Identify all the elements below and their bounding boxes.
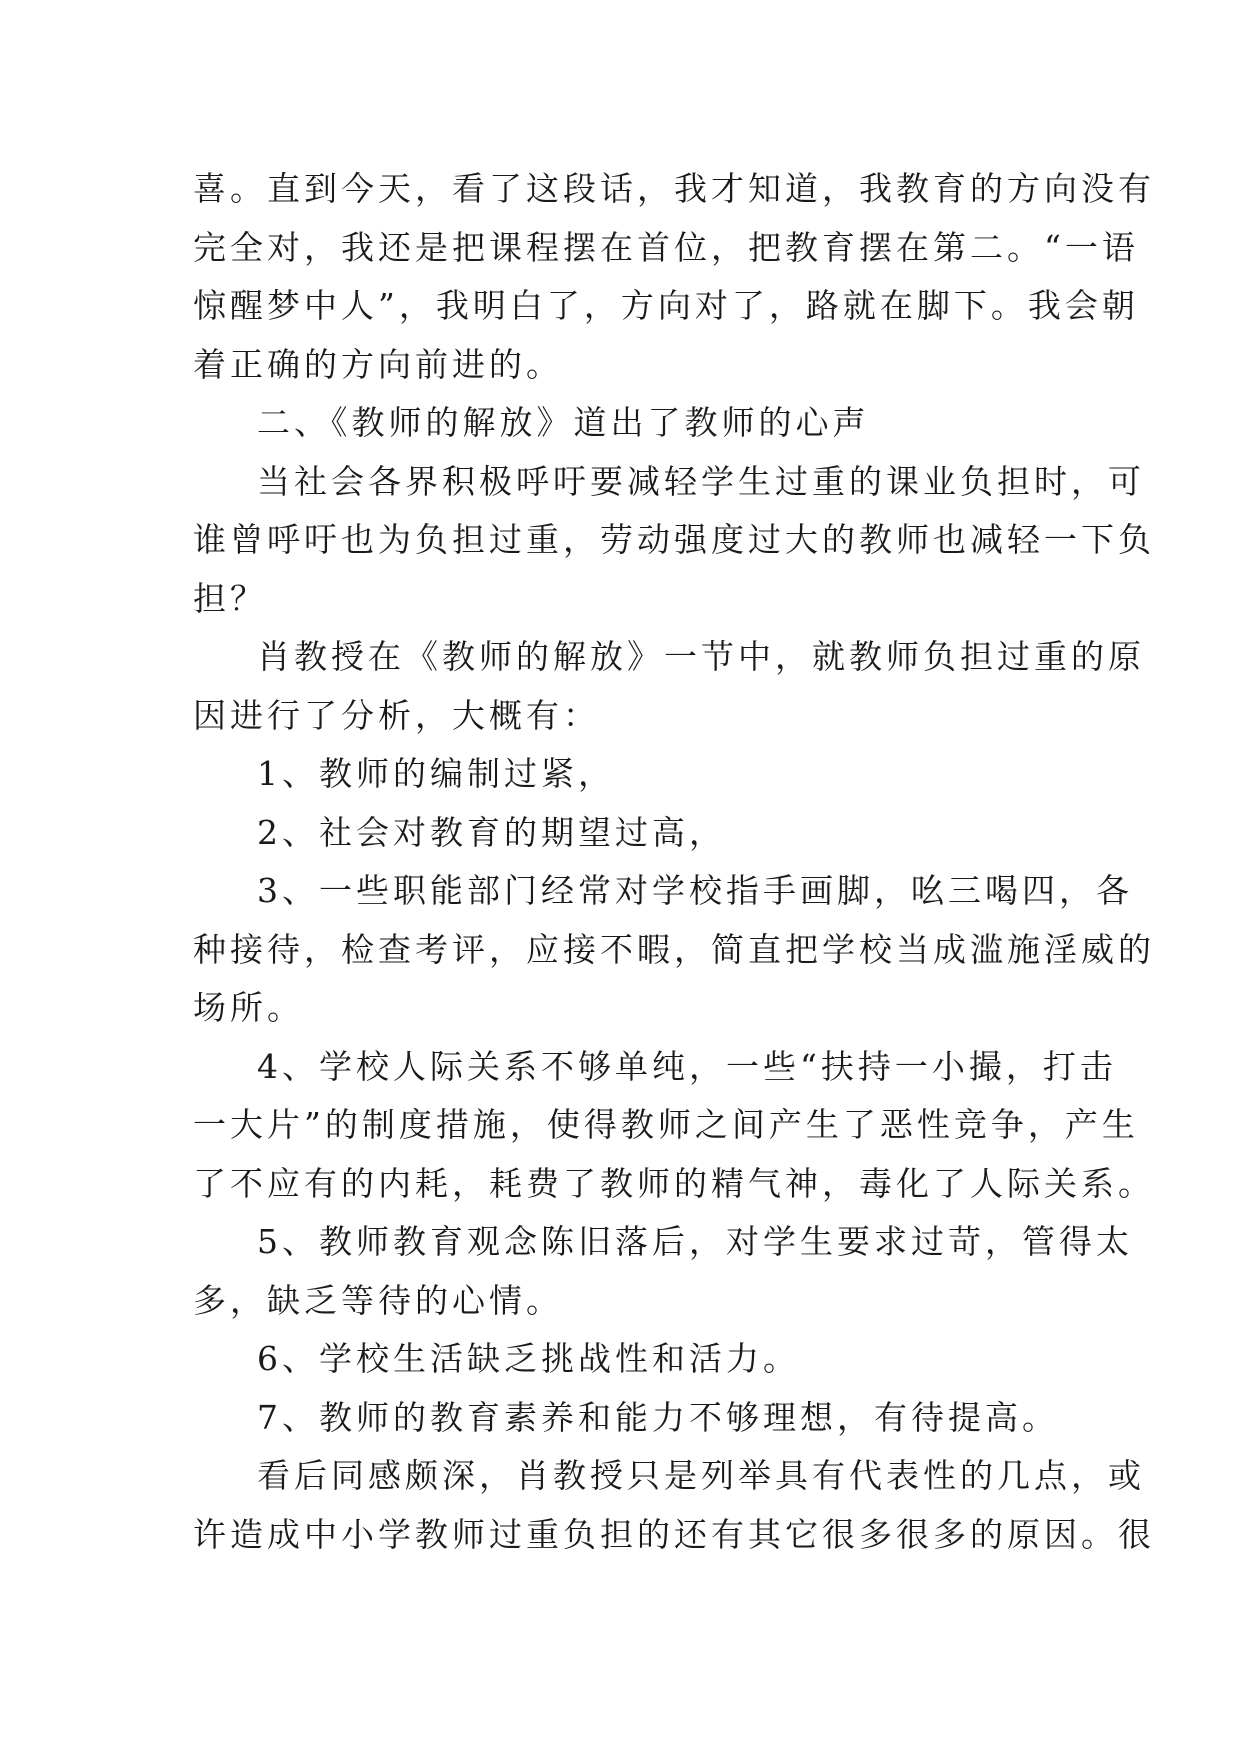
text-line: 4、学校人际关系不够单纯，一些“扶持一小撮，打击 [257, 1046, 1117, 1086]
text-line: 当社会各界积极呼吁要减轻学生过重的课业负担时，可 [257, 461, 1145, 501]
text-line: 5、教师教育观念陈旧落后，对学生要求过苛，管得太 [257, 1222, 1133, 1261]
text-line: 种接待，检查考评，应接不暇，简直把学校当成滥施淫威的 [193, 929, 1155, 969]
text-line: 多，缺乏等待的心情。 [193, 1280, 563, 1320]
text-line: 着正确的方向前进的。 [193, 344, 563, 384]
text-line: 6、学校生活缺乏挑战性和活力。 [257, 1339, 800, 1378]
text-line: 3、一些职能部门经常对学校指手画脚，吆三喝四，各 [257, 871, 1133, 910]
document-body [193, 160, 1155, 1564]
text-line: 7、教师的教育素养和能力不够理想，有待提高。 [257, 1397, 1059, 1437]
text-line: 二、《教师的解放》道出了教师的心声 [257, 403, 870, 442]
text-line: 场所。 [193, 988, 304, 1027]
text-line: 1、教师的编制过紧， [257, 754, 615, 793]
text-line: 完全对，我还是把课程摆在首位，把教育摆在第二。“一语 [193, 227, 1139, 267]
text-line: 看后同感颇深，肖教授只是列举具有代表性的几点，或 [257, 1456, 1145, 1495]
text-line: 担？ [193, 578, 267, 618]
text-line: 喜。直到今天，看了这段话，我才知道，我教育的方向没有 [193, 169, 1155, 208]
text-line: 惊醒梦中人”，我明白了，方向对了，路就在脚下。我会朝 [193, 286, 1139, 325]
text-line: 谁曾呼吁也为负担过重，劳动强度过大的教师也减轻一下负 [193, 520, 1155, 559]
text-line: 了不应有的内耗，耗费了教师的精气神，毒化了人际关系。 [193, 1163, 1155, 1203]
text-line: 2、社会对教育的期望过高， [257, 812, 726, 852]
text-line: 许造成中小学教师过重负担的还有其它很多很多的原因。很 [193, 1514, 1155, 1554]
text-line: 肖教授在《教师的解放》一节中，就教师负担过重的原 [257, 637, 1145, 676]
text-line: 一大片”的制度措施，使得教师之间产生了恶性竞争，产生 [193, 1105, 1139, 1144]
text-line: 因进行了分析，大概有： [193, 695, 600, 735]
